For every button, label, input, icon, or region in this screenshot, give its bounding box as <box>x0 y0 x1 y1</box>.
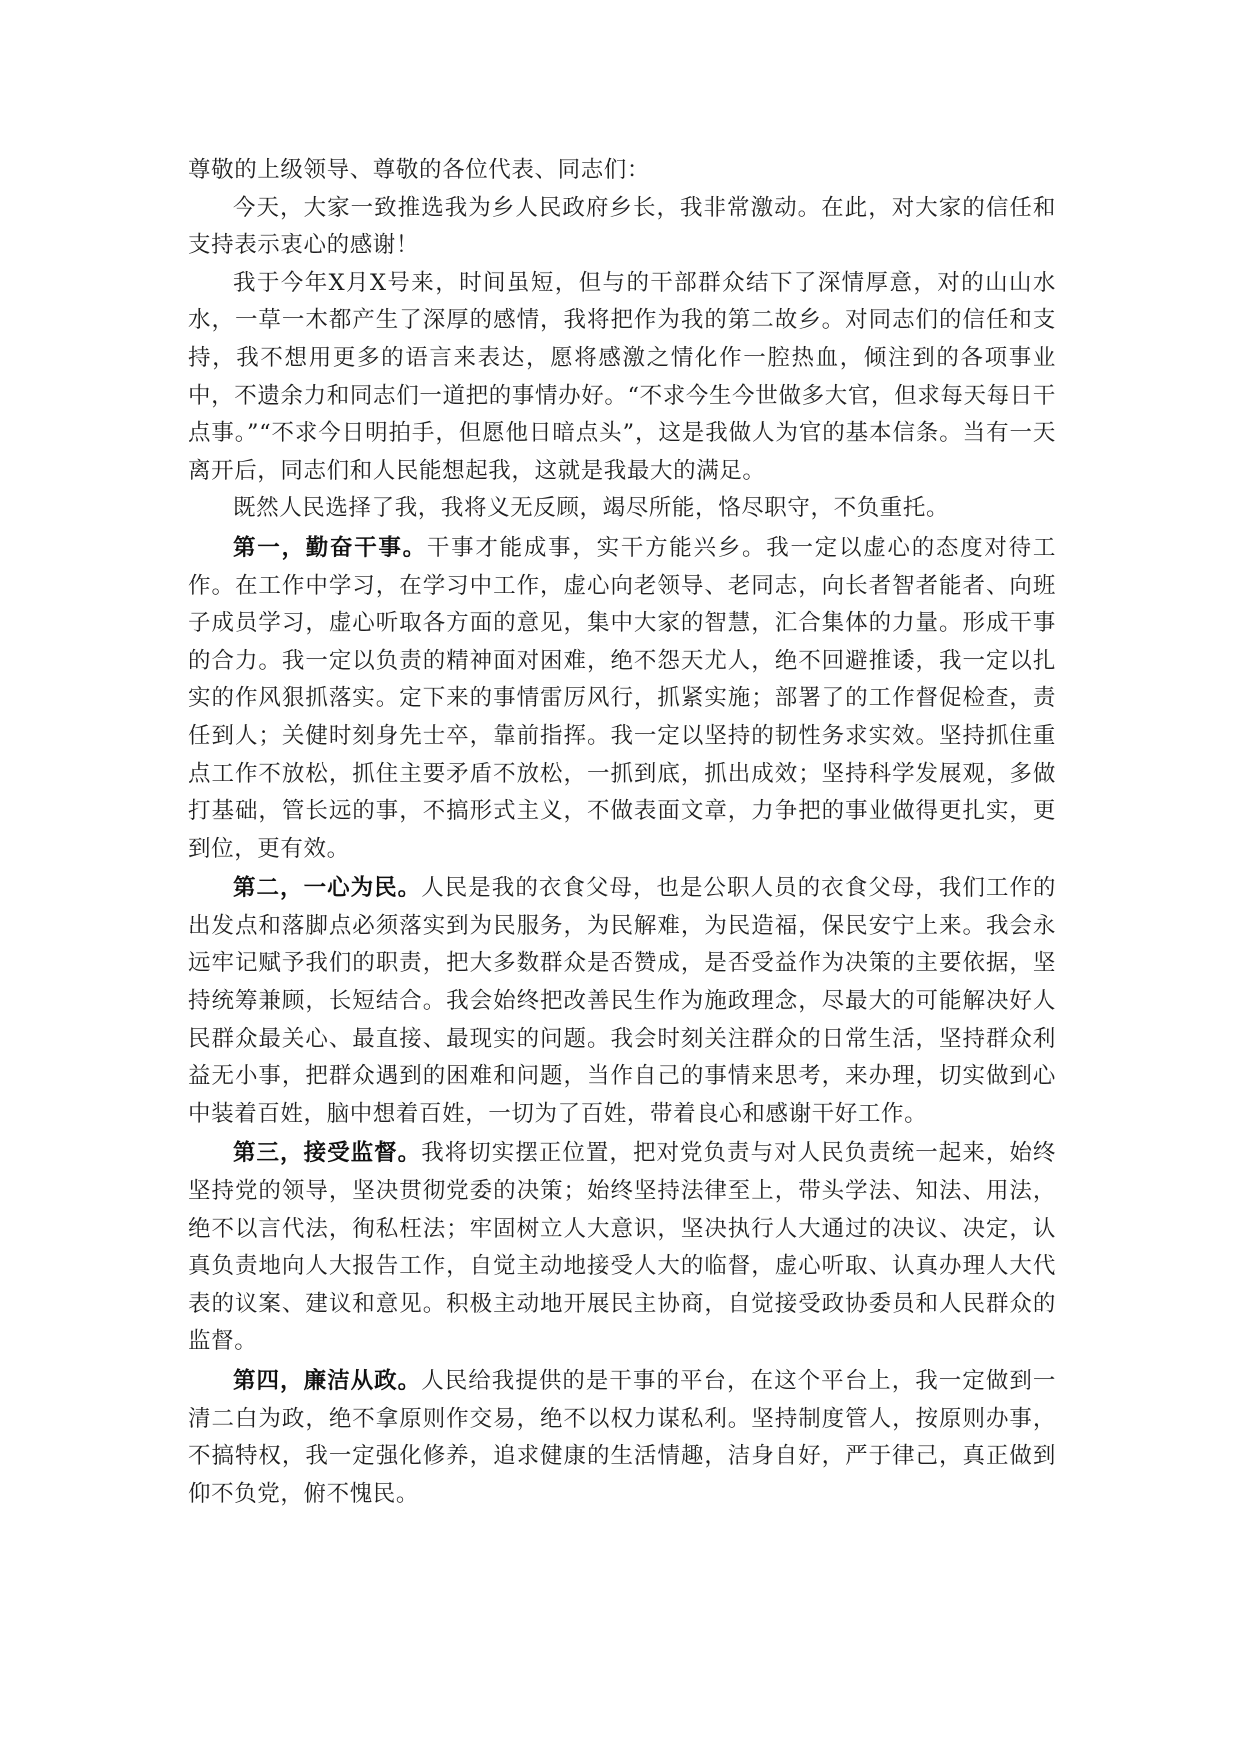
speech-body <box>188 152 1056 1513</box>
point-heading: 第一，勤奋干事。 <box>233 534 427 561</box>
point-text: 我将切实摆正位置，把对党负责与对人民负责统一起来，始终坚持党的领导，坚决贯彻党委的决策；始终坚持法律至上，带头学法、知法、用法，绝不以言代法，徇私枉法；牢固树立人大意识，坚决执行人大通过的决议、决定，认真负责地向人大报告工作，自觉主动地接受人大的临督，虚心听取、认真办理人大代表的议案、建议和意见。积极主动地开展民主协商，自觉接受政协委员和人民群众的监督。 <box>188 1140 1056 1355</box>
point-heading: 第三，接受监督。 <box>233 1140 422 1167</box>
point-heading: 第二，一心为民。 <box>233 875 422 902</box>
paragraph-arrival: 我于今年X月X号来，时间虽短，但与的干部群众结下了深情厚意，对的山山水水，一草一木都产生了深厚的感情，我将把作为我的第二故乡。对同志们的信任和支持，我不想用更多的语言来表达，愿将感激之情化作一腔热血，倾注到的各项事业中，不遗余力和同志们一道把的事情办好。“不求今生今世做多大官，但求每天每日干点事。”“不求今日明拍手，但愿他日暗点头”，这是我做人为官的基本信条。当有一天离开后，同志们和人民能想起我，这就是我最大的满足。 <box>188 269 1056 484</box>
point-text: 人民给我提供的是干事的平台，在这个平台上，我一定做到一清二白为政，绝不拿原则作交易，绝不以权力谋私利。坚持制度管人，按原则办事，不搞特权，我一定强化修养，追求健康的生活情趣，洁身自好，严于律己，真正做到仰不负党，俯不愧民。 <box>188 1368 1056 1507</box>
point-clean-governance <box>188 1363 1056 1513</box>
point-diligent-work <box>188 530 1056 868</box>
point-serve-people <box>188 870 1056 1133</box>
point-text: 干事才能成事，实干方能兴乡。我一定以虚心的态度对待工作。在工作中学习，在学习中工作，虚心向老领导、老同志，向长者智者能者、向班子成员学习，虚心听取各方面的意见，集中大家的智慧，汇合集体的力量。形成干事的合力。我一定以负责的精神面对困难，绝不怨天尤人，绝不回避推诿，我一定以扎实的作风狠抓落实。定下来的事情雷厉风行，抓紧实施；部署了的工作督促检查，责任到人；关健时刻身先士卒，靠前指挥。我一定以坚持的韧性务求实效。坚持抓住重点工作不放松，抓住主要矛盾不放松，一抓到底，抓出成效；坚持科学发展观，多做打基础，管长远的事，不搞形式主义，不做表面文章，力争把的事业做得更扎实，更到位，更有效。 <box>188 534 1056 862</box>
paragraph-opening: 今天，大家一致推选我为乡人民政府乡长，我非常激动。在此，对大家的信任和支持表示衷心的感谢！ <box>188 194 1056 259</box>
point-accept-supervision <box>188 1135 1056 1361</box>
point-text: 人民是我的衣食父母，也是公职人员的衣食父母，我们工作的出发点和落脚点必须落实到为民服务，为民解难，为民造福，保民安宁上来。我会永远牢记赋予我们的职责，把大多数群众是否赞成，是否受益作为决策的主要依据，坚持统筹兼顾，长短结合。我会始终把改善民生作为施政理念，尽最大的可能解决好人民群众最关心、最直接、最现实的问题。我会时刻关注群众的日常生活，坚持群众利益无小事，把群众遇到的困难和问题，当作自己的事情来思考，来办理，切实做到心中装着百姓，脑中想着百姓，一切为了百姓，带着良心和感谢干好工作。 <box>188 875 1056 1127</box>
salutation: 尊敬的上级领导、尊敬的各位代表、同志们： <box>188 157 651 183</box>
paragraph-commitment: 既然人民选择了我，我将义无反顾，竭尽所能，恪尽职守，不负重托。 <box>233 495 950 522</box>
point-heading: 第四，廉洁从政。 <box>233 1368 422 1394</box>
